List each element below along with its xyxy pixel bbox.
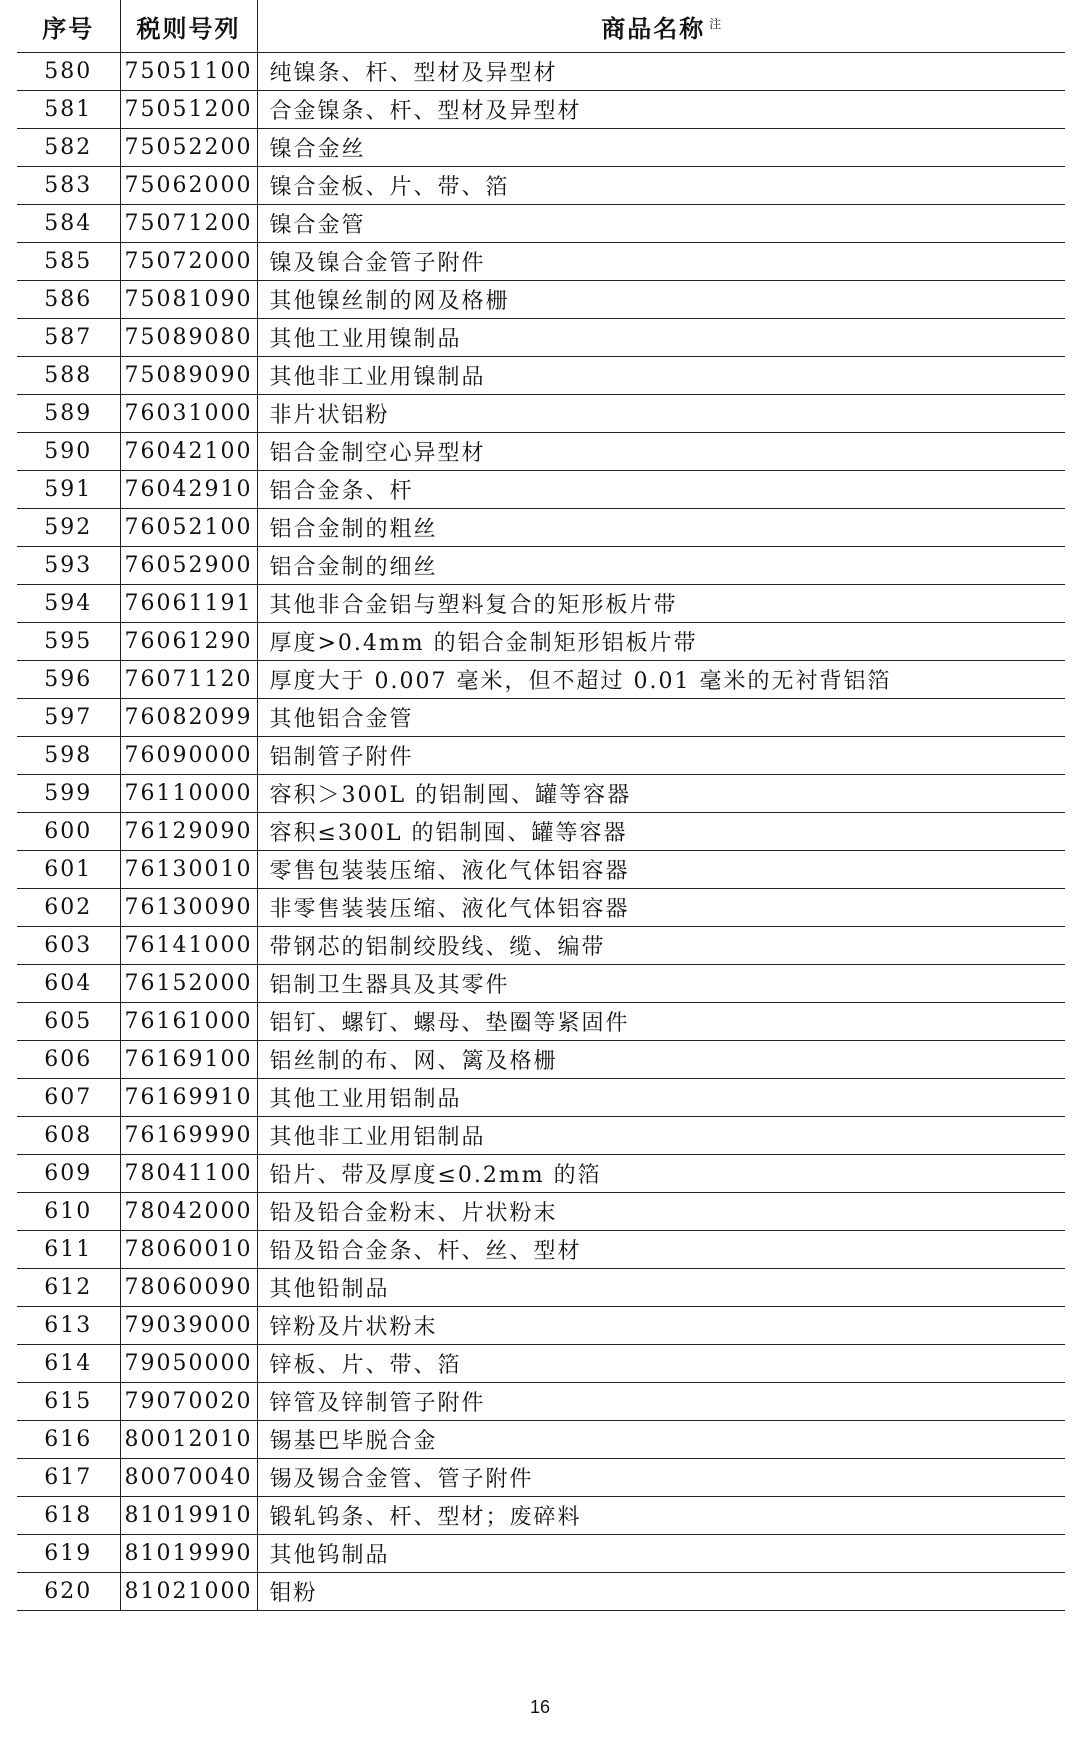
table-row	[17, 357, 1065, 395]
row-seq: 597	[17, 699, 120, 737]
row-product-name: 镍合金丝	[257, 129, 1065, 167]
row-seq: 618	[17, 1497, 120, 1535]
row-product-name: 锌管及锌制管子附件	[257, 1383, 1065, 1421]
row-seq: 607	[17, 1079, 120, 1117]
table-row	[17, 53, 1065, 91]
table-row	[17, 1497, 1065, 1535]
row-product-name: 铅及铅合金粉末、片状粉末	[257, 1193, 1065, 1231]
row-tariff-code: 79050000	[120, 1345, 257, 1383]
row-seq: 584	[17, 205, 120, 243]
row-seq: 602	[17, 889, 120, 927]
table-row	[17, 927, 1065, 965]
row-product-name: 镍合金管	[257, 205, 1065, 243]
row-product-name: 铝合金制空心异型材	[257, 433, 1065, 471]
row-seq: 587	[17, 319, 120, 357]
row-seq: 599	[17, 775, 120, 813]
row-tariff-code: 75052200	[120, 129, 257, 167]
row-tariff-code: 75051100	[120, 53, 257, 91]
row-product-name: 铝合金制的粗丝	[257, 509, 1065, 547]
row-tariff-code: 76090000	[120, 737, 257, 775]
table-row	[17, 661, 1065, 699]
row-seq: 614	[17, 1345, 120, 1383]
row-product-name: 其他工业用铝制品	[257, 1079, 1065, 1117]
row-seq: 598	[17, 737, 120, 775]
row-tariff-code: 79039000	[120, 1307, 257, 1345]
row-tariff-code: 75089090	[120, 357, 257, 395]
table-row	[17, 813, 1065, 851]
row-tariff-code: 76169910	[120, 1079, 257, 1117]
row-seq: 613	[17, 1307, 120, 1345]
table-row	[17, 1155, 1065, 1193]
row-seq: 603	[17, 927, 120, 965]
row-tariff-code: 76141000	[120, 927, 257, 965]
table-row	[17, 965, 1065, 1003]
table-header-row	[17, 0, 1065, 53]
row-seq: 590	[17, 433, 120, 471]
table-row	[17, 167, 1065, 205]
row-seq: 606	[17, 1041, 120, 1079]
row-product-name: 非片状铝粉	[257, 395, 1065, 433]
row-seq: 615	[17, 1383, 120, 1421]
row-product-name: 锡及锡合金管、管子附件	[257, 1459, 1065, 1497]
header-seq: 序号	[17, 0, 120, 53]
table-row	[17, 889, 1065, 927]
row-seq: 608	[17, 1117, 120, 1155]
table-row	[17, 1079, 1065, 1117]
row-tariff-code: 76152000	[120, 965, 257, 1003]
table-row	[17, 433, 1065, 471]
row-tariff-code: 76130090	[120, 889, 257, 927]
row-product-name: 镍合金板、片、带、箔	[257, 167, 1065, 205]
row-seq: 581	[17, 91, 120, 129]
row-tariff-code: 76169100	[120, 1041, 257, 1079]
table-body	[17, 53, 1065, 1611]
row-product-name: 其他非工业用镍制品	[257, 357, 1065, 395]
page-number: 16	[529, 1697, 551, 1717]
table-row	[17, 509, 1065, 547]
row-tariff-code: 76110000	[120, 775, 257, 813]
row-seq: 616	[17, 1421, 120, 1459]
row-product-name: 非零售装装压缩、液化气体铝容器	[257, 889, 1065, 927]
row-product-name: 其他铅制品	[257, 1269, 1065, 1307]
row-tariff-code: 76052100	[120, 509, 257, 547]
table-row	[17, 1117, 1065, 1155]
row-product-name: 铝制卫生器具及其零件	[257, 965, 1065, 1003]
row-tariff-code: 78041100	[120, 1155, 257, 1193]
row-seq: 585	[17, 243, 120, 281]
row-product-name: 锻轧钨条、杆、型材；废碎料	[257, 1497, 1065, 1535]
row-seq: 619	[17, 1535, 120, 1573]
row-tariff-code: 76042100	[120, 433, 257, 471]
row-tariff-code: 76042910	[120, 471, 257, 509]
row-tariff-code: 76129090	[120, 813, 257, 851]
table-row	[17, 471, 1065, 509]
row-product-name: 带钢芯的铝制绞股线、缆、编带	[257, 927, 1065, 965]
row-tariff-code: 78060010	[120, 1231, 257, 1269]
row-seq: 605	[17, 1003, 120, 1041]
row-product-name: 其他钨制品	[257, 1535, 1065, 1573]
table-row	[17, 699, 1065, 737]
row-tariff-code: 76052900	[120, 547, 257, 585]
row-tariff-code: 81021000	[120, 1573, 257, 1611]
row-product-name: 其他非合金铝与塑料复合的矩形板片带	[257, 585, 1065, 623]
row-tariff-code: 79070020	[120, 1383, 257, 1421]
row-seq: 609	[17, 1155, 120, 1193]
table-row	[17, 1421, 1065, 1459]
row-seq: 601	[17, 851, 120, 889]
table-row	[17, 1003, 1065, 1041]
row-tariff-code: 76130010	[120, 851, 257, 889]
table-row	[17, 1269, 1065, 1307]
table-row	[17, 1459, 1065, 1497]
row-product-name: 铅片、带及厚度≤0.2mm 的箔	[257, 1155, 1065, 1193]
row-product-name: 其他工业用镍制品	[257, 319, 1065, 357]
row-product-name: 合金镍条、杆、型材及异型材	[257, 91, 1065, 129]
row-seq: 580	[17, 53, 120, 91]
row-seq: 586	[17, 281, 120, 319]
table-row	[17, 281, 1065, 319]
table-row	[17, 319, 1065, 357]
table-row	[17, 1573, 1065, 1611]
row-seq: 596	[17, 661, 120, 699]
row-seq: 595	[17, 623, 120, 661]
table-row	[17, 395, 1065, 433]
row-tariff-code: 81019910	[120, 1497, 257, 1535]
table-row	[17, 1041, 1065, 1079]
table-row	[17, 1231, 1065, 1269]
row-tariff-code: 76169990	[120, 1117, 257, 1155]
row-seq: 612	[17, 1269, 120, 1307]
table-row	[17, 547, 1065, 585]
row-seq: 588	[17, 357, 120, 395]
table-row	[17, 1383, 1065, 1421]
row-seq: 620	[17, 1573, 120, 1611]
row-tariff-code: 76061290	[120, 623, 257, 661]
tariff-table	[17, 0, 1065, 1611]
table-row	[17, 851, 1065, 889]
table-row	[17, 623, 1065, 661]
row-tariff-code: 80070040	[120, 1459, 257, 1497]
row-product-name: 厚度>0.4mm 的铝合金制矩形铝板片带	[257, 623, 1065, 661]
table-row	[17, 1307, 1065, 1345]
row-product-name: 其他镍丝制的网及格栅	[257, 281, 1065, 319]
row-seq: 611	[17, 1231, 120, 1269]
row-tariff-code: 75089080	[120, 319, 257, 357]
table-row	[17, 91, 1065, 129]
row-tariff-code: 76031000	[120, 395, 257, 433]
row-product-name: 钼粉	[257, 1573, 1065, 1611]
table-row	[17, 243, 1065, 281]
header-product-name	[257, 0, 1065, 53]
row-seq: 617	[17, 1459, 120, 1497]
row-product-name: 锌板、片、带、箔	[257, 1345, 1065, 1383]
row-tariff-code: 78060090	[120, 1269, 257, 1307]
row-tariff-code: 76061191	[120, 585, 257, 623]
row-product-name: 铝合金条、杆	[257, 471, 1065, 509]
row-product-name: 容积＞300L 的铝制囤、罐等容器	[257, 775, 1065, 813]
row-seq: 583	[17, 167, 120, 205]
header-tariff-code: 税则号列	[120, 0, 257, 53]
row-seq: 604	[17, 965, 120, 1003]
row-tariff-code: 76071120	[120, 661, 257, 699]
row-product-name: 厚度大于 0.007 毫米，但不超过 0.01 毫米的无衬背铝箔	[257, 661, 1065, 699]
row-seq: 593	[17, 547, 120, 585]
row-seq: 591	[17, 471, 120, 509]
row-tariff-code: 75081090	[120, 281, 257, 319]
row-tariff-code: 75072000	[120, 243, 257, 281]
row-product-name: 铝制管子附件	[257, 737, 1065, 775]
row-product-name: 镍及镍合金管子附件	[257, 243, 1065, 281]
row-seq: 610	[17, 1193, 120, 1231]
row-tariff-code: 80012010	[120, 1421, 257, 1459]
row-product-name: 铝钉、螺钉、螺母、垫圈等紧固件	[257, 1003, 1065, 1041]
row-seq: 594	[17, 585, 120, 623]
row-product-name: 其他非工业用铝制品	[257, 1117, 1065, 1155]
table-row	[17, 1345, 1065, 1383]
table-row	[17, 775, 1065, 813]
row-product-name: 其他铝合金管	[257, 699, 1065, 737]
table-row	[17, 737, 1065, 775]
row-tariff-code: 76161000	[120, 1003, 257, 1041]
row-product-name: 零售包装装压缩、液化气体铝容器	[257, 851, 1065, 889]
row-product-name: 纯镍条、杆、型材及异型材	[257, 53, 1065, 91]
row-tariff-code: 78042000	[120, 1193, 257, 1231]
row-seq: 592	[17, 509, 120, 547]
tariff-document-page	[17, 0, 1065, 1611]
row-product-name: 锡基巴毕脱合金	[257, 1421, 1065, 1459]
table-row	[17, 585, 1065, 623]
row-product-name: 容积≤300L 的铝制囤、罐等容器	[257, 813, 1065, 851]
table-row	[17, 205, 1065, 243]
table-row	[17, 129, 1065, 167]
header-note-mark: 注	[709, 16, 722, 31]
row-seq: 600	[17, 813, 120, 851]
row-product-name: 铝丝制的布、网、篱及格栅	[257, 1041, 1065, 1079]
row-tariff-code: 81019990	[120, 1535, 257, 1573]
row-seq: 589	[17, 395, 120, 433]
row-product-name: 铅及铅合金条、杆、丝、型材	[257, 1231, 1065, 1269]
row-tariff-code: 75062000	[120, 167, 257, 205]
header-product-name-label: 商品名称	[601, 14, 706, 43]
row-tariff-code: 75051200	[120, 91, 257, 129]
row-tariff-code: 76082099	[120, 699, 257, 737]
row-seq: 582	[17, 129, 120, 167]
row-product-name: 锌粉及片状粉末	[257, 1307, 1065, 1345]
table-row	[17, 1193, 1065, 1231]
table-row	[17, 1535, 1065, 1573]
row-product-name: 铝合金制的细丝	[257, 547, 1065, 585]
row-tariff-code: 75071200	[120, 205, 257, 243]
